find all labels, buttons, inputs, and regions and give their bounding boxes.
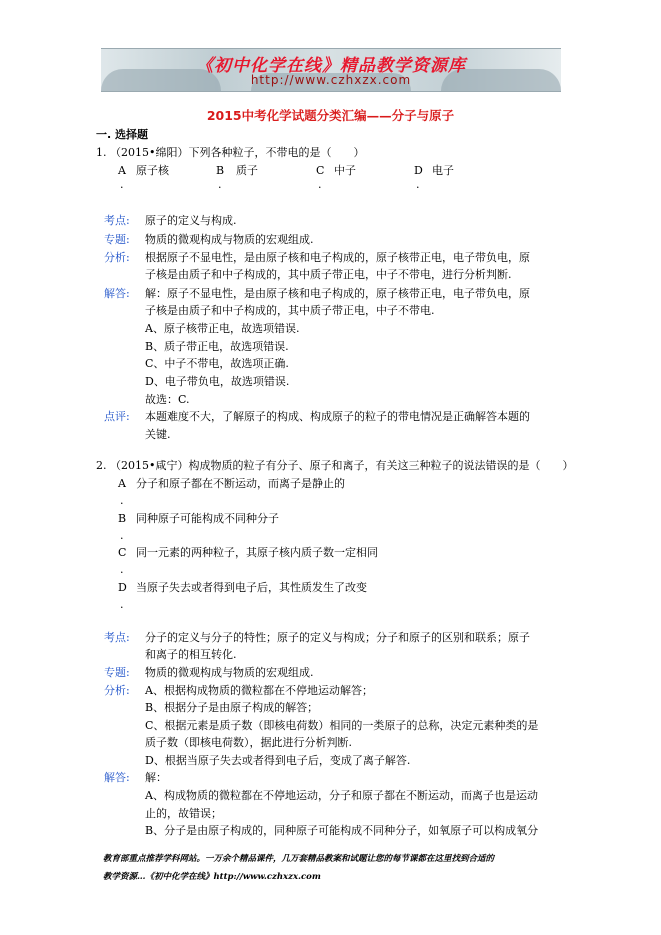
q2-jieda-line: A、构成物质的微粒都在不停地运动，分子和原子都在不断运动，而离子也是运动	[145, 789, 538, 802]
q1-jieda-line: D、电子带负电，故选项错误.	[145, 375, 290, 388]
q2-fenxi-line: A、根据构成物质的微粒都在不停地运动解答；	[145, 684, 373, 697]
q2-option-a-text: 分子和原子都在不断运动，而离子是静止的	[136, 477, 345, 490]
q2-option-d-text: 当原子失去或者得到电子后，其性质发生了改变	[136, 581, 367, 594]
q1-stem: 1. （2015•绵阳）下列各种粒子，不带电的是（ ）	[96, 146, 365, 159]
q1-option-a-text: 原子核	[136, 164, 169, 177]
option-bullet: .	[120, 598, 124, 611]
option-bullet: .	[120, 563, 124, 576]
option-bullet: .	[120, 494, 124, 507]
q2-zhuanti: 物质的微观构成与物质的宏观组成.	[145, 666, 314, 679]
q2-fenxi-line: C、根据元素是质子数（即核电荷数）相同的一类原子的总称，决定元素种类的是	[145, 719, 539, 732]
label-jieda: 解答:	[104, 771, 130, 784]
banner-url[interactable]: http://www.czhxzx.com	[250, 73, 412, 87]
q2-option-c-letter: C	[118, 546, 127, 559]
q2-kaodian-line: 和离子的相互转化.	[145, 648, 237, 661]
q2-stem: 2. （2015•咸宁）构成物质的粒子有分子、原子和离子，有关这三种粒子的说法错误的是（ ）	[96, 459, 574, 472]
q1-jieda-line: 故选：C.	[145, 393, 190, 406]
q1-jieda-line: C、中子不带电，故选项正确.	[145, 357, 289, 370]
label-kaodian: 考点:	[104, 214, 130, 227]
q1-option-b-letter: B	[216, 164, 225, 177]
label-zhuanti: 专题:	[104, 666, 130, 679]
q2-jieda-line: 止的，故错误；	[145, 807, 222, 820]
option-bullet: .	[416, 178, 420, 191]
q2-jieda-line: 解：	[145, 771, 167, 784]
q1-fenxi-line: 根据原子不显电性，是由原子核和电子构成的，原子核带正电，电子带负电，原	[145, 251, 530, 264]
footer-line: 教育部重点推荐学科网站。一万余个精品课件，几万套精品教案和试题让您的每节课都在这里找到合适的	[103, 854, 495, 864]
footer-line: 教学资源…《初中化学在线》http://www.czhxzx.com	[103, 872, 321, 882]
q1-option-c-text: 中子	[334, 164, 356, 177]
q2-kaodian-line: 分子的定义与分子的特性；原子的定义与构成；分子和原子的区别和联系；原子	[145, 631, 530, 644]
section-heading: 一. 选择题	[96, 128, 149, 141]
label-fenxi: 分析:	[104, 251, 130, 264]
document-title: 2015中考化学试题分类汇编——分子与原子	[206, 108, 455, 123]
q1-jieda-line: B、质子带正电，故选项错误.	[145, 340, 289, 353]
q1-option-d-text: 电子	[432, 164, 454, 177]
q2-option-c-text: 同一元素的两种粒子，其原子核内质子数一定相同	[136, 546, 378, 559]
q1-dianping-line: 本题难度不大，了解原子的构成、构成原子的粒子的带电情况是正确解答本题的	[145, 410, 530, 423]
label-dianping: 点评:	[104, 410, 130, 423]
q1-jieda-line: A、原子核带正电，故选项错误.	[145, 322, 300, 335]
banner-title: 《初中化学在线》精品教学资源库	[196, 56, 466, 76]
label-jieda: 解答:	[104, 287, 130, 300]
q2-jieda-line: B、分子是由原子构成的，同种原子可能构成不同种分子，如氧原子可以构成氧分	[145, 824, 539, 837]
q1-jieda-line: 解：原子不显电性，是由原子核和电子构成的，原子核带正电，电子带负电，原	[145, 287, 530, 300]
q1-option-c-letter: C	[316, 164, 325, 177]
q2-fenxi-line: D、根据当原子失去或者得到电子后，变成了离子解答.	[145, 754, 411, 767]
q1-dianping-line: 关键.	[145, 428, 171, 441]
q2-fenxi-line: 质子数（即核电荷数），据此进行分析判断.	[145, 736, 352, 749]
q2-option-b-letter: B	[118, 512, 127, 525]
q2-option-b-text: 同种原子可能构成不同种分子	[136, 512, 279, 525]
q1-option-d-letter: D	[414, 164, 423, 177]
option-bullet: .	[218, 178, 222, 191]
q2-option-a-letter: A	[118, 477, 126, 490]
label-fenxi: 分析:	[104, 684, 130, 697]
q1-option-a-letter: A	[118, 164, 126, 177]
q2-fenxi-line: B、根据分子是由原子构成的解答；	[145, 701, 319, 714]
q1-fenxi-line: 子核是由质子和中子构成的，其中质子带正电，中子不带电，进行分析判断.	[145, 268, 512, 281]
option-bullet: .	[120, 178, 124, 191]
q1-zhuanti: 物质的微观构成与物质的宏观组成.	[145, 233, 314, 246]
label-kaodian: 考点:	[104, 631, 130, 644]
q1-option-b-text: 质子	[236, 164, 258, 177]
option-bullet: .	[120, 529, 124, 542]
q2-option-d-letter: D	[118, 581, 127, 594]
option-bullet: .	[318, 178, 322, 191]
label-zhuanti: 专题:	[104, 233, 130, 246]
q1-jieda-line: 子核是由质子和中子构成的，其中质子带正电，中子不带电.	[145, 304, 435, 317]
header-banner	[101, 48, 561, 92]
q1-kaodian: 原子的定义与构成.	[145, 214, 237, 227]
